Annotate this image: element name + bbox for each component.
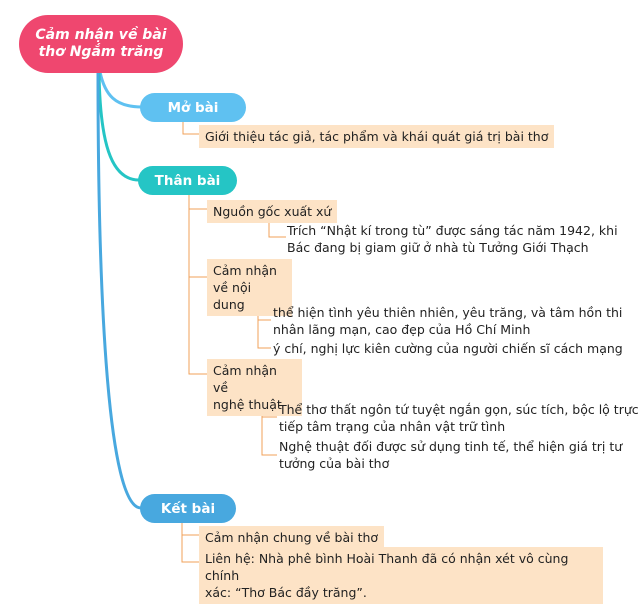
section-than-bai[interactable]: Thân bài (138, 166, 237, 195)
branch-to-mo-bai (100, 72, 142, 107)
leaf-nghe-thuat-2[interactable]: Nghệ thuật đối được sử dụng tinh tế, thể hiện giá trị tư tưởng của bài thơ (279, 439, 623, 471)
connector-mo-bai (183, 122, 199, 134)
leaf-nguon-goc-detail[interactable]: Trích “Nhật kí trong tù” được sáng tác năm 1942, khi Bác đang bị giam giữ ở nhà tù Tưởng Giới Thạch (287, 223, 618, 255)
leaf-nghe-thuat-1[interactable]: Thể thơ thất ngôn tứ tuyệt ngắn gọn, súc tích, bộc lộ trực tiếp tâm trạng của nhân vật trữ tình (279, 402, 639, 434)
connector-ket-bai (182, 522, 199, 562)
section-mo-bai[interactable]: Mở bài (140, 93, 246, 122)
leaf-noi-dung-1[interactable]: thể hiện tình yêu thiên nhiên, yêu trăng, và tâm hồn thi nhân lãng mạn, cao đẹp của Hồ Chí Minh (273, 305, 623, 337)
section-ket-bai[interactable]: Kết bài (140, 494, 236, 523)
connector-than-bai-groups (189, 195, 207, 374)
group-nguon-goc[interactable]: Nguồn gốc xuất xứ (207, 200, 337, 223)
leaf-gioi-thieu[interactable]: Giới thiệu tác giả, tác phẩm và khái quát giá trị bài thơ (199, 125, 554, 148)
leaf-noi-dung-2[interactable]: ý chí, nghị lực kiên cường của người chiến sĩ cách mạng (273, 341, 623, 356)
group-noi-dung[interactable]: Cảm nhận về nội dung (207, 259, 292, 316)
leaf-lien-he[interactable]: Liên hệ: Nhà phê bình Hoài Thanh đã có nhận xét vô cùng chính xác: “Thơ Bác đầy trăng”. (199, 547, 603, 604)
leaf-cam-nhan-chung[interactable]: Cảm nhận chung về bài thơ (199, 526, 384, 549)
root-topic[interactable]: Cảm nhận về bài thơ Ngắm trăng (19, 15, 183, 73)
group-nghe-thuat[interactable]: Cảm nhận về nghệ thuật (207, 359, 302, 416)
